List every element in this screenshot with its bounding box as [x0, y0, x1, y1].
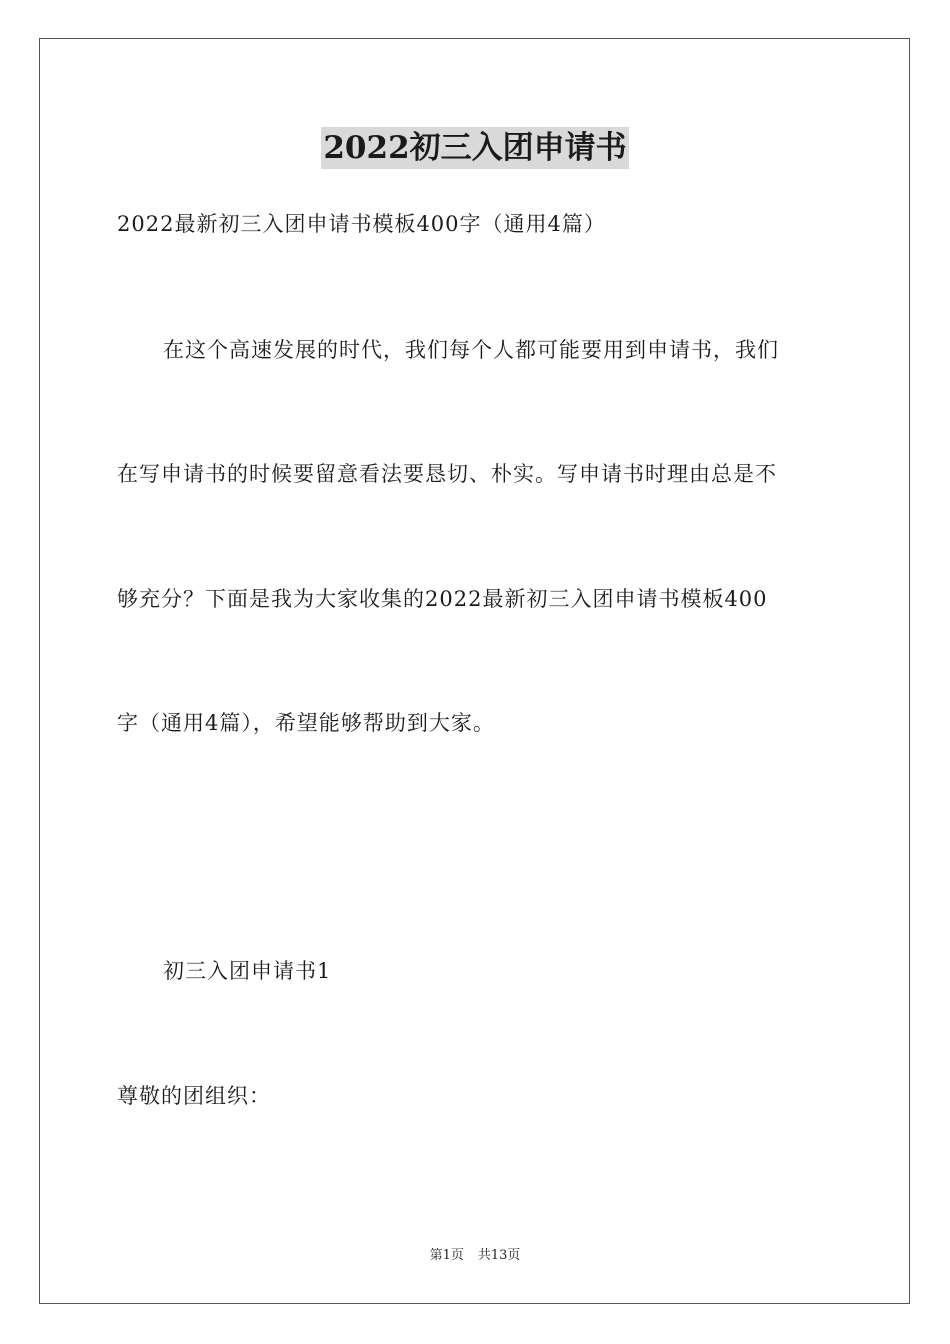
- paragraph-line-2: 在写申请书的时候要留意看法要恳切、朴实。写申请书时理由总是不: [117, 462, 777, 486]
- page-number-current: 第1页: [429, 1248, 464, 1263]
- section-heading: 初三入团申请书1: [163, 959, 332, 983]
- document-title: 2022初三入团申请书: [321, 127, 628, 169]
- document-subtitle: 2022最新初三入团申请书模板400字（通用4篇）: [117, 212, 606, 236]
- page-number-total: 共13页: [477, 1248, 521, 1263]
- paragraph-line-1: 在这个高速发展的时代，我们每个人都可能要用到申请书，我们: [163, 338, 779, 362]
- page-footer: [0, 1247, 950, 1265]
- salutation: 尊敬的团组织：: [117, 1084, 271, 1108]
- paragraph-line-3: 够充分？下面是我为大家收集的2022最新初三入团申请书模板400: [117, 587, 768, 611]
- title-container: [0, 127, 950, 169]
- paragraph-line-4: 字（通用4篇），希望能够帮助到大家。: [117, 711, 495, 735]
